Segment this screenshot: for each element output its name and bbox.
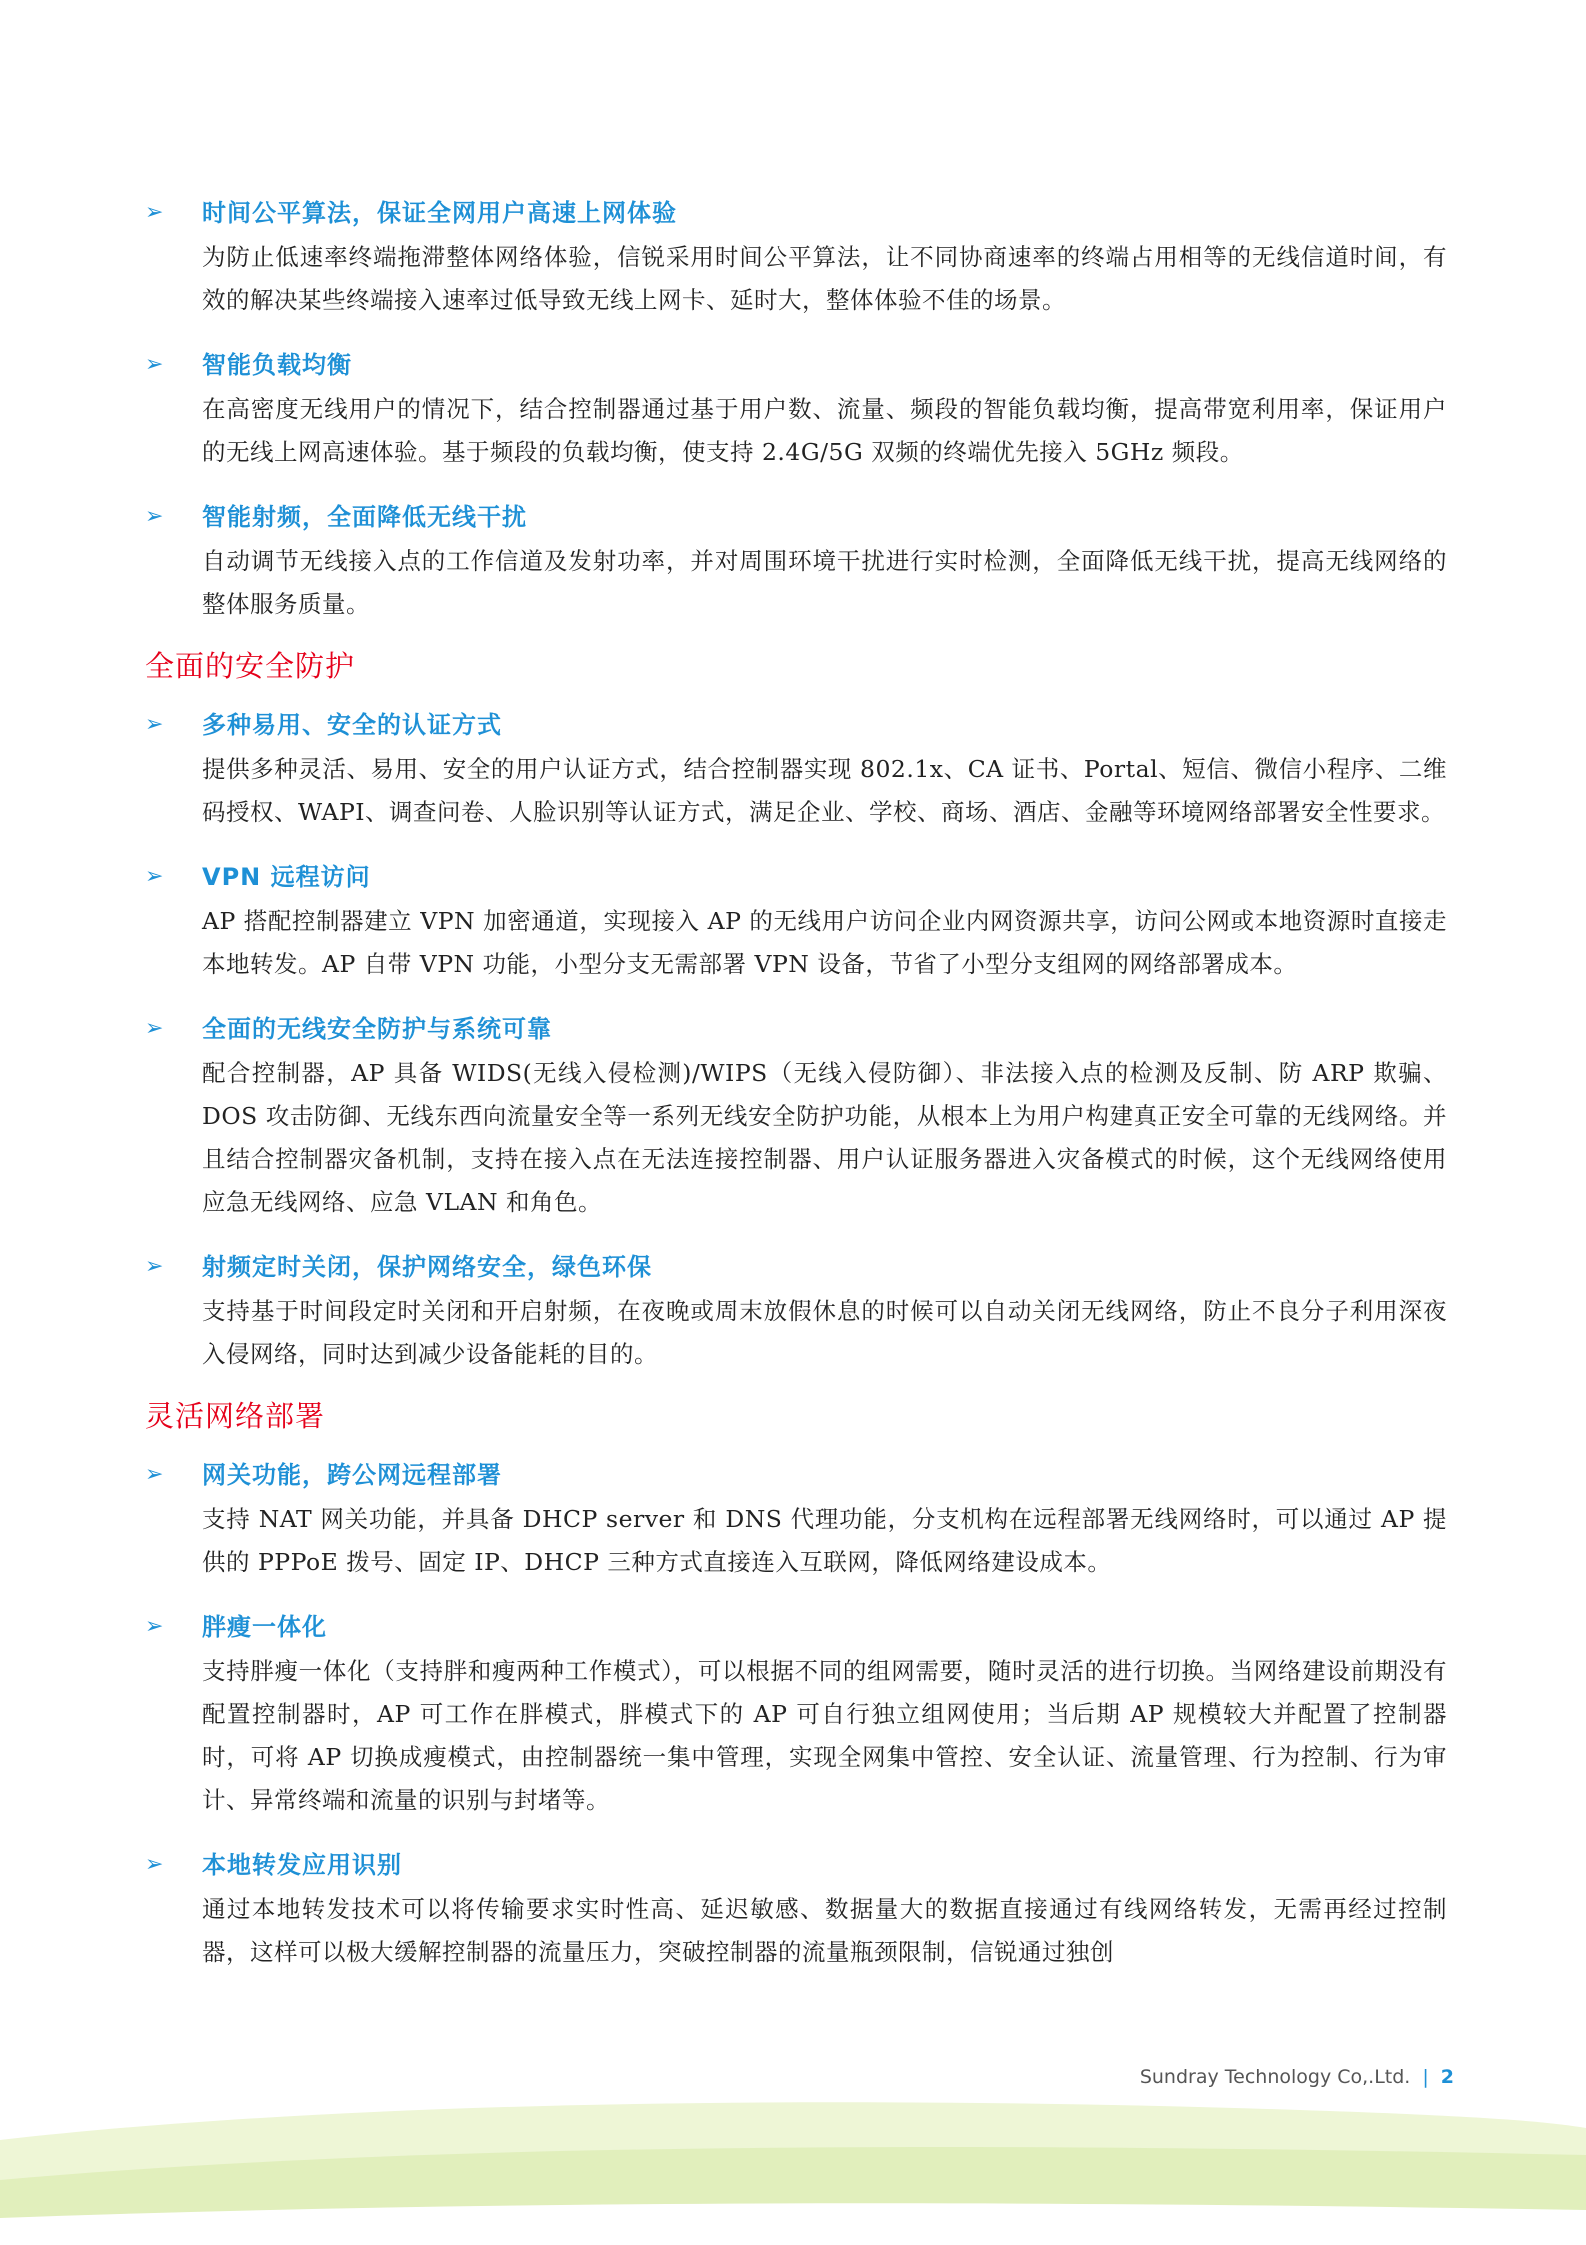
feature-description: 为防止低速率终端拖滞整体网络体验，信锐采用时间公平算法，让不同协商速率的终端占用相等的无线信道时间，有效的解决某些终端接入速率过低导致无线上网卡、延时大，整体体验不佳的场景。 xyxy=(202,243,1447,314)
arrow-bullet-icon: ➢ xyxy=(145,1852,164,1877)
company-name: Sundray Technology Co,.Ltd. xyxy=(1139,2066,1411,2088)
feature-item xyxy=(145,702,1445,834)
arrow-bullet-icon: ➢ xyxy=(145,1614,164,1639)
feature-title: 全面的无线安全防护与系统可靠 xyxy=(202,1015,552,1043)
feature-item xyxy=(145,1244,1445,1376)
arrow-bullet-icon: ➢ xyxy=(145,504,164,529)
page-number: 2 xyxy=(1440,2066,1454,2088)
feature-description: 自动调节无线接入点的工作信道及发射功率，并对周围环境干扰进行实时检测，全面降低无线干扰，提高无线网络的整体服务质量。 xyxy=(202,547,1447,618)
section-performance xyxy=(145,190,1445,626)
arrow-bullet-icon: ➢ xyxy=(145,200,164,225)
arrow-bullet-icon: ➢ xyxy=(145,1016,164,1041)
feature-title: 时间公平算法，保证全网用户高速上网体验 xyxy=(202,199,677,227)
feature-title: 胖瘦一体化 xyxy=(202,1613,327,1641)
section-deployment xyxy=(145,1396,1445,1974)
feature-title: 本地转发应用识别 xyxy=(202,1851,402,1879)
feature-description: 配合控制器，AP 具备 WIDS(无线入侵检测)/WIPS（无线入侵防御）、非法接入点的检测及反制、防 ARP 欺骗、DOS 攻击防御、无线东西向流量安全等一系列无线安全防护功能，从根本上为用户构建真正安全可靠的无线网络。并且结合控制器灾备机制，支持在接入点在无法连接控制器、用户认证服务器进入灾备模式的时候，这个无线网络使用应急无线网络、应急 VLAN 和角色。 xyxy=(202,1059,1447,1216)
feature-description: 通过本地转发技术可以将传输要求实时性高、延迟敏感、数据量大的数据直接通过有线网络转发，无需再经过控制器，这样可以极大缓解控制器的流量压力，突破控制器的流量瓶颈限制，信锐通过独创 xyxy=(202,1895,1447,1966)
feature-item xyxy=(145,1842,1445,1974)
section-heading: 全面的安全防护 xyxy=(145,649,356,683)
feature-description: 提供多种灵活、易用、安全的用户认证方式，结合控制器实现 802.1x、CA 证书、Portal、短信、微信小程序、二维码授权、WAPI、调查问卷、人脸识别等认证方式，满足企业、学校、商场、酒店、金融等环境网络部署安全性要求。 xyxy=(202,755,1447,826)
section-heading: 灵活网络部署 xyxy=(145,1399,326,1433)
feature-title: VPN 远程访问 xyxy=(202,863,371,891)
feature-item xyxy=(145,190,1445,322)
page-footer xyxy=(1140,2060,1454,2094)
feature-item xyxy=(145,1452,1445,1584)
document-content xyxy=(145,190,1445,1994)
feature-item xyxy=(145,1604,1445,1822)
feature-item xyxy=(145,854,1445,986)
feature-description: AP 搭配控制器建立 VPN 加密通道，实现接入 AP 的无线用户访问企业内网资源共享，访问公网或本地资源时直接走本地转发。AP 自带 VPN 功能，小型分支无需部署 VPN 设备，节省了小型分支组网的网络部署成本。 xyxy=(202,907,1447,978)
feature-description: 支持胖瘦一体化（支持胖和瘦两种工作模式），可以根据不同的组网需要，随时灵活的进行切换。当网络建设前期没有配置控制器时，AP 可工作在胖模式，胖模式下的 AP 可自行独立组网使用；当后期 AP 规模较大并配置了控制器时，可将 AP 切换成瘦模式，由控制器统一集中管理，实现全网集中管控、安全认证、流量管理、行为控制、行为审计、异常终端和流量的识别与封堵等。 xyxy=(202,1657,1447,1814)
decorative-wave xyxy=(0,2100,1586,2245)
feature-title: 智能负载均衡 xyxy=(202,351,352,379)
feature-description: 在高密度无线用户的情况下，结合控制器通过基于用户数、流量、频段的智能负载均衡，提高带宽利用率，保证用户的无线上网高速体验。基于频段的负载均衡，使支持 2.4G/5G 双频的终端优先接入 5GHz 频段。 xyxy=(202,395,1447,466)
feature-item xyxy=(145,494,1445,626)
feature-title: 网关功能，跨公网远程部署 xyxy=(202,1461,502,1489)
arrow-bullet-icon: ➢ xyxy=(145,712,164,737)
feature-title: 多种易用、安全的认证方式 xyxy=(202,711,502,739)
feature-item xyxy=(145,342,1445,474)
section-security xyxy=(145,646,1445,1376)
arrow-bullet-icon: ➢ xyxy=(145,352,164,377)
feature-title: 射频定时关闭，保护网络安全，绿色环保 xyxy=(202,1253,652,1281)
feature-title: 智能射频，全面降低无线干扰 xyxy=(202,503,527,531)
footer-separator: | xyxy=(1422,2066,1429,2088)
arrow-bullet-icon: ➢ xyxy=(145,1254,164,1279)
arrow-bullet-icon: ➢ xyxy=(145,864,164,889)
feature-item xyxy=(145,1006,1445,1224)
feature-description: 支持 NAT 网关功能，并具备 DHCP server 和 DNS 代理功能，分支机构在远程部署无线网络时，可以通过 AP 提供的 PPPoE 拨号、固定 IP、DHCP 三种方式直接连入互联网，降低网络建设成本。 xyxy=(202,1505,1447,1576)
feature-description: 支持基于时间段定时关闭和开启射频，在夜晚或周末放假休息的时候可以自动关闭无线网络，防止不良分子利用深夜入侵网络，同时达到减少设备能耗的目的。 xyxy=(202,1297,1447,1368)
arrow-bullet-icon: ➢ xyxy=(145,1462,164,1487)
